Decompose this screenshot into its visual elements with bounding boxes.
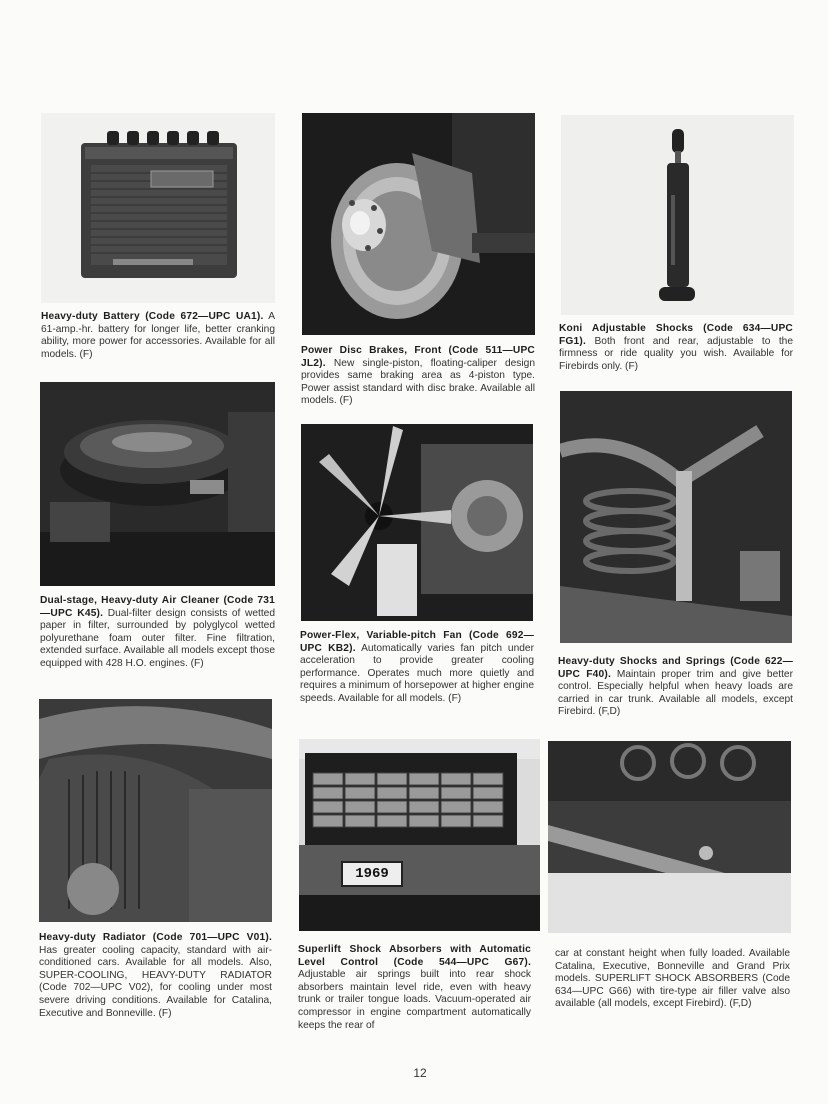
radiator-photo [39,699,272,922]
caption-fan [300,630,534,706]
caption-title: Heavy-duty Shocks and Springs (Code 622—UPC F40). [558,656,793,680]
caption-title: Heavy-duty Radiator (Code 701—UPC V01). [39,932,272,943]
caption-title: Dual-stage, Heavy-duty Air Cleaner (Code 731—UPC K45). [40,595,275,619]
caption-body: Maintain proper trim and give better control. Especially helpful when heavy loads are carried in car trunk. Available all models, except Firebird. (F,D) [558,668,793,718]
caption-title: Power-Flex, Variable-pitch Fan (Code 692—UPC KB2). [300,630,534,654]
caption-title: Heavy-duty Battery (Code 672—UPC UA1). [41,311,264,322]
caption-battery [41,311,275,361]
rear-closeup-photo [548,741,791,933]
caption-superlift-continued [555,948,790,1011]
air-cleaner-photo [40,382,275,586]
caption-shocks-springs [558,656,793,719]
caption-title: Superlift Shock Absorbers with Automatic Level Control (Code 544—UPC G67). [298,944,531,968]
page-number: 12 [413,1066,427,1080]
shocks-springs-photo [560,391,792,643]
fan-photo [301,424,533,621]
caption-body: Dual-filter design consists of wetted paper in filter, surrounded by polyglycol wetted polyurethane foam outer filter. Fine filtration, extended surface. Available all models except those equipped with 428 H.O. engines. (F) [40,607,275,669]
caption-title: Koni Adjustable Shocks (Code 634—UPC FG1). [559,323,793,347]
koni-shock-photo [561,115,794,315]
caption-title: Power Disc Brakes, Front (Code 511—UPC JL2). [301,345,535,369]
disc-brake-photo [302,113,535,335]
caption-body: A 61-amp.-hr. battery for longer life, better cranking ability, more power for accessories. Available for all models. (F) [41,311,275,360]
caption-body: Has greater cooling capacity, standard with air-conditioned cars. Available for all models. Also, SUPER-COOLING, HEAVY-DUTY RADIATOR (Code 702—UPC V02), for cooling under most severe driving conditions. Available for Catalina, Executive and Bonneville. (F) [39,944,272,1019]
superlift-car-photo [299,739,540,931]
license-plate: 1969 [341,861,403,887]
caption-body: car at constant height when fully loaded. Available Catalina, Executive, Bonneville and Grand Prix models. SUPERLIFT SHOCK ABSORBERS (Code 634—UPC G66) with tire-type air filler valve also available (all models, except Firebird). (F,D) [555,948,790,1010]
caption-body: Adjustable air springs built into rear shock absorbers maintain level ride, even with heavy trunk or trailer tongue loads. Vacuum-operated air compressor in engine compartment automatically keeps the rear of [298,969,531,1031]
caption-disc-brakes [301,345,535,408]
caption-body: Both front and rear, adjustable to the firmness or ride quality you wish. Available for Firebirds only. (F) [559,335,793,372]
caption-radiator [39,932,272,1020]
caption-air-cleaner [40,595,275,671]
caption-superlift [298,944,531,1032]
caption-body: Automatically varies fan pitch under acceleration to provide greater cooling performance. Operates much more quietly and requires a minimum of horsepower at higher engine speeds. Available for all models. (F) [300,642,534,704]
caption-koni-shocks [559,323,793,373]
caption-body: New single-piston, floating-caliper design provides same braking area as 4-piston type. Power assist standard with disc brake. Available all models. (F) [301,357,535,407]
battery-photo [41,113,275,303]
